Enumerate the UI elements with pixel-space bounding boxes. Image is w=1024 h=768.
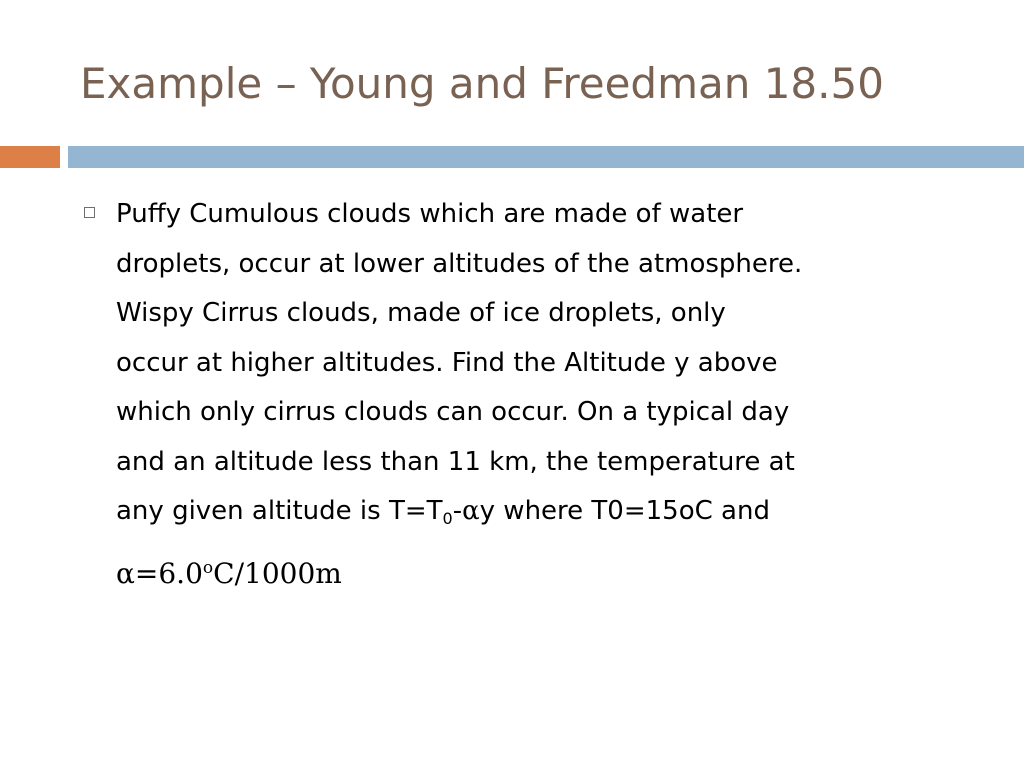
title-divider-accent bbox=[0, 146, 60, 168]
degree-superscript: o bbox=[202, 557, 214, 578]
bullet-paragraph bbox=[116, 190, 996, 598]
minus-sign: - bbox=[452, 496, 463, 526]
alpha-unit: C/1000m bbox=[213, 556, 342, 590]
paragraph-line: and an altitude less than 11 km, the temperature at bbox=[116, 446, 795, 477]
title-divider-bar bbox=[68, 146, 1024, 168]
paragraph-line: occur at higher altitudes. Find the Altitude y above bbox=[116, 347, 778, 378]
alpha-value-line bbox=[116, 544, 996, 599]
subscript-zero: 0 bbox=[442, 509, 453, 528]
alpha-symbol: α bbox=[462, 496, 480, 526]
paragraph-line: Puffy Cumulous clouds which are made of water bbox=[116, 199, 744, 229]
formula-text: any given altitude is T=T bbox=[116, 496, 443, 526]
formula-text: y where T0=15oC and bbox=[479, 496, 770, 526]
paragraph-line: droplets, occur at lower altitudes of the atmosphere. bbox=[116, 248, 803, 279]
paragraph-line: Wispy Cirrus clouds, made of ice droplets, only bbox=[116, 298, 726, 328]
paragraph-line: which only cirrus clouds can occur. On a typical day bbox=[116, 397, 790, 427]
square-bullet-icon bbox=[84, 207, 95, 218]
paragraph-line-formula bbox=[116, 487, 996, 544]
slide-title: Example – Young and Freedman 18.50 bbox=[80, 59, 884, 108]
alpha-value: α=6.0 bbox=[116, 556, 203, 590]
